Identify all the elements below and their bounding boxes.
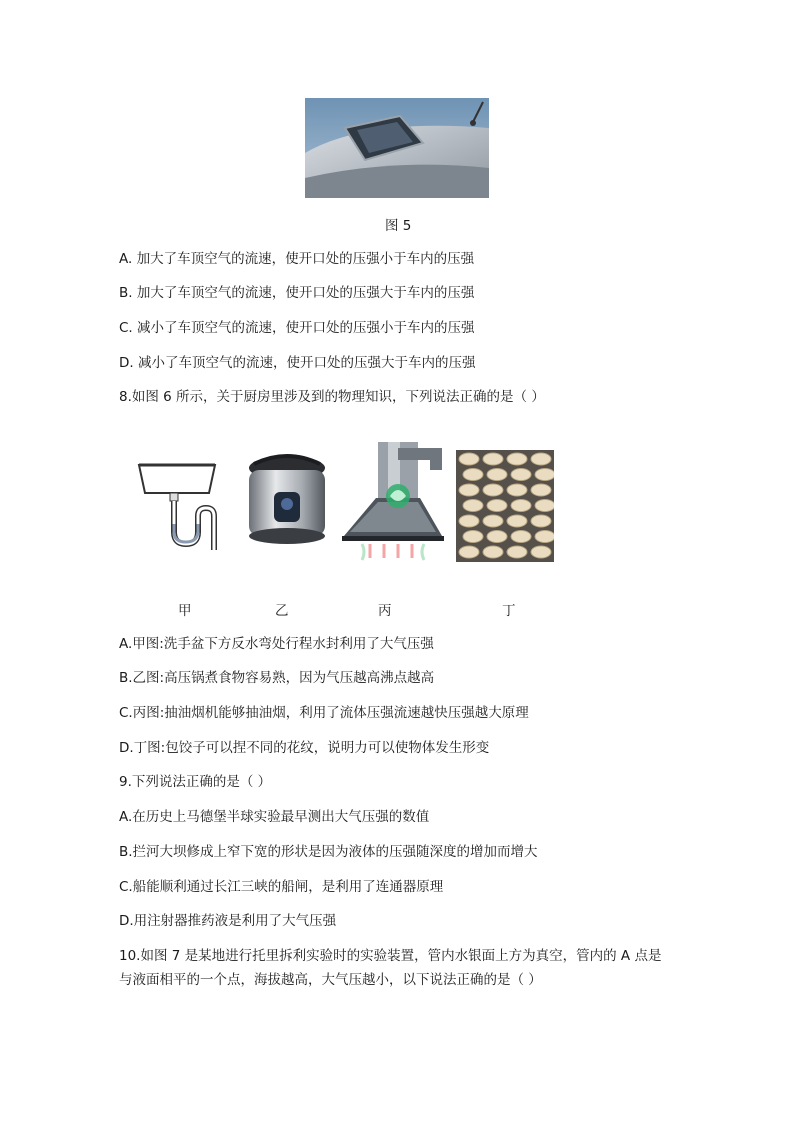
q7-option-c: C. 减小了车顶空气的流速，使开口处的压强小于车内的压强 [119,320,475,336]
dumpling [511,531,531,543]
dumpling [531,453,551,465]
range-hood-icon [340,440,446,562]
dumpling [463,531,483,543]
dumpling [459,515,479,527]
pressure-cooker-icon [244,450,330,546]
dumpling [487,469,507,481]
dumpling [459,546,479,558]
image-label-ding: 丁 [502,603,516,619]
image-label-yi: 乙 [275,603,289,619]
dumpling [487,531,507,543]
dumpling [459,453,479,465]
q9-option-a: A.在历史上马德堡半球实验最早测出大气压强的数值 [119,809,430,825]
dumpling [511,469,531,481]
q9-option-d: D.用注射器推药液是利用了大气压强 [119,913,337,929]
q7-option-d: D. 减小了车顶空气的流速，使开口处的压强大于车内的压强 [119,355,476,371]
dumpling [463,469,483,481]
q8-option-d: D.丁图:包饺子可以捏不同的花纹，说明力可以使物体发生形变 [119,740,490,756]
q7-option-a: A. 加大了车顶空气的流速，使开口处的压强小于车内的压强 [119,251,475,267]
dumpling [531,484,551,496]
dumpling [483,453,503,465]
dumpling [535,531,554,543]
dumpling [483,515,503,527]
dumpling [535,500,554,512]
dumpling [459,484,479,496]
figure-5-car-sunroof-image [305,98,489,198]
q9-option-c: C.船能顺利通过长江三峡的船闸，是利用了连通器原理 [119,879,444,895]
q8-option-c: C.丙图:抽油烟机能够抽油烟，利用了流体压强流速越快压强越大原理 [119,705,529,721]
dumpling [511,500,531,512]
dumplings-icon [456,450,554,562]
q8-stem: 8.如图 6 所示，关于厨房里涉及到的物理知识，下列说法正确的是（ ） [119,389,545,405]
image-label-jia: 甲 [178,603,192,619]
q9-option-b: B.拦河大坝修成上窄下宽的形状是因为液体的压强随深度的增加而增大 [119,844,538,860]
dumpling [507,484,527,496]
dumpling [531,546,551,558]
dumpling [483,546,503,558]
dumpling [535,469,554,481]
q9-stem: 9.下列说法正确的是（ ） [119,774,272,790]
dumpling [507,546,527,558]
image-label-bing: 丙 [378,603,392,619]
q8-option-b: B.乙图:高压锅煮食物容易熟，因为气压越高沸点越高 [119,670,435,686]
dumpling [531,515,551,527]
figure-5-caption: 图 5 [385,218,412,234]
dumpling [463,500,483,512]
dumpling [507,453,527,465]
dumpling [487,500,507,512]
sink-trap-icon [136,460,220,552]
q8-option-a: A.甲图:洗手盆下方反水弯处行程水封利用了大气压强 [119,636,434,652]
q7-option-b: B. 加大了车顶空气的流速，使开口处的压强大于车内的压强 [119,285,475,301]
q10-stem-line-1: 10.如图 7 是某地进行托里拆利实验时的实验装置，管内水银面上方为真空，管内的 A 点是 [119,948,662,964]
q10-stem-line-2: 与液面相平的一个点，海拔越高，大气压越小，以下说法正确的是（ ） [119,972,542,988]
dumpling [483,484,503,496]
dumpling [507,515,527,527]
